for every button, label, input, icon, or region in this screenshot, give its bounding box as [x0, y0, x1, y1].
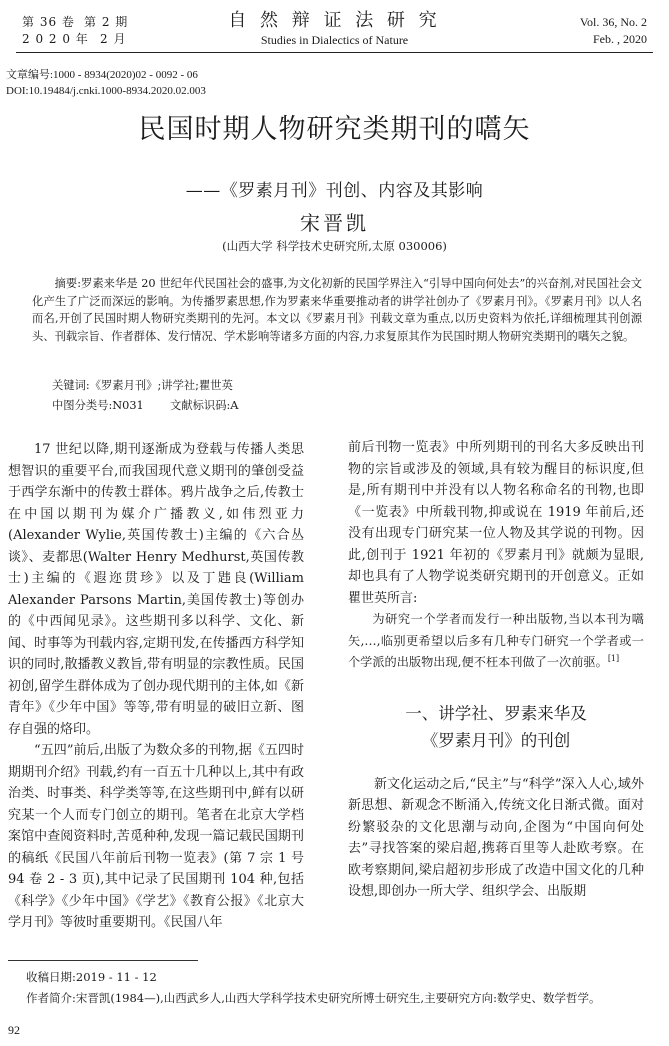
article-number: 文章编号:1000 - 8934(2020)02 - 0092 - 06	[6, 69, 198, 81]
footnotes	[26, 967, 656, 1009]
header-rule	[16, 52, 653, 53]
paper-subtitle: ——《罗素月刊》刊创、内容及其影响	[185, 181, 484, 201]
keywords: 关键词:《罗素月刊》;讲学社;瞿世英	[52, 379, 233, 392]
journal-name-en: Studies in Dialectics of Nature	[260, 33, 409, 47]
block-quote	[348, 609, 644, 674]
volume-en: Vol. 36, No. 2	[579, 15, 647, 29]
paragraph: 新文化运动之后,“民主”与“科学”深入人心,域外新思想、新观念不断涌入,传统文化日渐式微。面对纷繁驳杂的文化思潮与动向,企图为“中国向何处去”寻找答案的梁启超,携蒋百里等人赴欧考察。在欧考察期间,梁启超初步形成了改造中国文化的几种设想,即创办一所大学、组织学会、出版期	[348, 776, 644, 899]
author-bio: 作者简介:宋晋凯(1984—),山西武乡人,山西大学科学技术史研究所博士研究生,主要研究方向:数学史、数学哲学。	[26, 991, 601, 1005]
paragraph-continuation: 前后刊物一览表》中所列期刊的刊名大多反映出刊物的宗旨或涉及的领域,具有较为醒目的标识度,但是,所有期刊中并没有以人物名称命名的刊物,也即《一览表》中所载刊物,抑或说在 1919 年前后,还没有出现专门研究某一位人物及其学说的刊物。因此,创刊于 1921 年初的《罗素月刊》就颇为显眼,却也具有了人物学说类研究期刊的开创意义。正如瞿世英所言:	[348, 440, 644, 606]
affiliation: (山西大学 科学技术史研究所,太原 030006)	[222, 239, 447, 253]
issue: 第 2 期	[84, 15, 129, 29]
volume: 第 36 卷	[22, 15, 75, 29]
paper-title: 民国时期人物研究类期刊的嚆矢	[138, 114, 531, 145]
quote-text: 为研究一个学者而发行一种出版物,当以本刊为嚆矢,…,临别更希望以后多有几种专门研究一个学者或一个学派的出版物出现,便不枉本刊做了一次前驱。	[348, 612, 644, 669]
month: 2 月	[100, 32, 127, 46]
year: 2 0 2 0 年	[22, 32, 89, 46]
journal-name-cn: 自 然 辩 证 法 研 究	[228, 10, 441, 31]
doi: DOI:10.19484/j.cnki.1000-8934.2020.02.003	[6, 85, 206, 97]
paragraph: 17 世纪以降,期刊逐渐成为登载与传播人类思想智识的重要平台,而我国现代意义期刊的肇创受益于西学东渐中的传教士群体。鸦片战争之后,传教士在中国以期刊为媒介广播教义,如伟烈亚力(Alexander Wylie,英国传教士)主编的《六合丛谈》、麦都思(Walter Henry Medhurst,英国传教士)主编的《遐迩贯珍》以及丁韪良(William Alexander Parsons Martin,美国传教士)等创办的《中西闻见录》。这些期刊多以科学、文化、新闻、时事等为刊载内容,定期刊发,在传播西方科学知识的同时,散播教义教旨,带有明显的宗教性质。民国初创,留学生群体成为了创办现代期刊的主体,如《新青年》《少年中国》等等,带有明显的破旧立新、图存自强的烙印。	[8, 442, 304, 737]
classification	[52, 397, 238, 414]
received-date: 收稿日期:2019 - 11 - 12	[26, 970, 157, 984]
paragraph: “五四”前后,出版了为数众多的刊物,据《五四时期期刊介绍》刊载,约有一百五十几种以上,其中有政治类、时事类、科学类等等,在这些期刊中,鲜有以研究某一个人而专门创立的期刊。笔者在北京大学档案馆中查阅资料时,苦觅种种,发现一篇记载民国期刊的稿纸《民国八年前后刊物一览表》(第 7 宗 1 号 94 卷 2 - 3 页),其中记录了民国期刊 104 种,包括《科学》《少年中国》《学艺》《教育公报》《北京大学月刊》等彼时重要期刊。《民国八年	[8, 743, 304, 930]
left-column	[8, 439, 304, 934]
document-code: 文献标识码:A	[170, 399, 239, 412]
section-heading-line2: 《罗素月刊》的刊创	[421, 730, 571, 750]
section-heading	[348, 700, 644, 754]
clc-number: 中图分类号:N031	[52, 399, 144, 412]
section-heading-line1: 一、讲学社、罗素来华及	[405, 703, 587, 723]
header-right	[580, 14, 647, 48]
citation-ref: [1]	[607, 653, 620, 663]
journal-header	[0, 10, 669, 48]
author-name: 宋晋凯	[300, 211, 369, 235]
right-column	[348, 437, 644, 903]
page-number: 92	[8, 1023, 20, 1037]
footnote-rule	[8, 960, 198, 961]
date-en: Feb. , 2020	[593, 32, 647, 46]
abstract: 摘要:罗素来华是 20 世纪年代民国社会的盛事,为文化初新的民国学界注入“引导中国向何处去”的兴奋剂,对民国社会文化产生了广泛而深远的影响。为传播罗素思想,作为罗素来华重要推动者的讲学社创办了《罗素月刊》。《罗素月刊》以人名而名,开创了民国时期人物研究类期刊的先河。本文以《罗素月刊》刊载文章为重点,以历史资料为依托,详细梳理其刊创源头、刊载宗旨、作者群体、发行情况、学术影响等诸多方面的内容,力求复原其作为民国时期人物研究类期刊的嚆矢之貌。	[32, 277, 642, 343]
